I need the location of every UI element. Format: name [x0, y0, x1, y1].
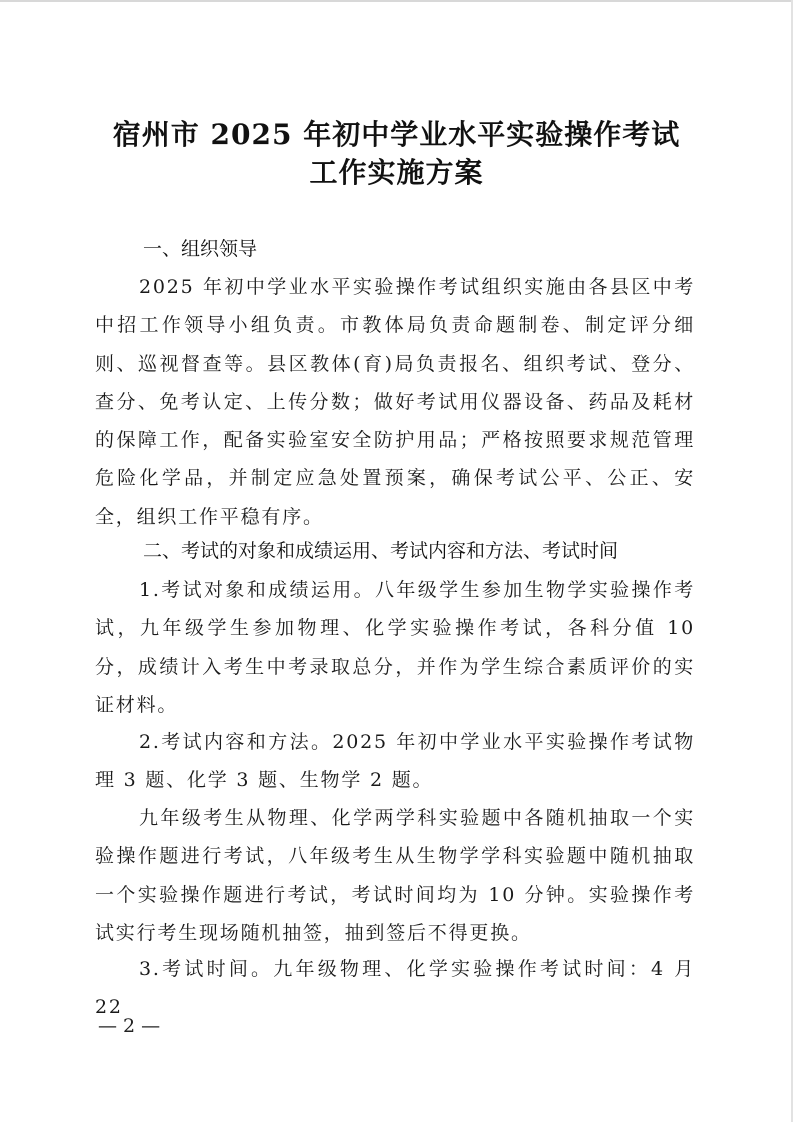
item2-detail-paragraph: 九年级考生从物理、化学两学科实验题中各随机抽取一个实验操作题进行考试，八年级考生从生物学学科实验题中随机抽取一个实验操作题进行考试，考试时间均为 10 分钟。实验操作考试实行考生现场随机抽签，抽到签后不得更换。 — [95, 807, 695, 944]
scan-edge-top — [0, 0, 793, 2]
document-title-line1: 宿州市 2025 年初中学业水平实验操作考试 — [112, 118, 681, 151]
item3-paragraph: 3.考试时间。九年级物理、化学实验操作考试时间：4 月 22 — [95, 958, 695, 1019]
section1-heading: 一、组织领导 — [143, 238, 258, 260]
item1-paragraph: 1.考试对象和成绩运用。八年级学生参加生物学实验操作考试，九年级学生参加物理、化学实验操作考试，各科分值 10 分，成绩计入考生中考录取总分，并作为学生综合素质评价的实证材料。 — [95, 579, 695, 716]
item2-paragraph: 2.考试内容和方法。2025 年初中学业水平实验操作考试物理 3 题、化学 3 题、生物学 2 题。 — [95, 731, 695, 792]
document-title-line2: 工作实施方案 — [309, 156, 484, 189]
page-number: — 2 — — [98, 1015, 161, 1037]
section2-heading: 二、考试的对象和成绩运用、考试内容和方法、考试时间 — [143, 540, 619, 562]
section1-paragraph: 2025 年初中学业水平实验操作考试组织实施由各县区中考中招工作领导小组负责。市教体局负责命题制卷、制定评分细则、巡视督查等。县区教体(育)局负责报名、组织考试、登分、查分、免考认定、上传分数；做好考试用仪器设备、药品及耗材的保障工作，配备实验室安全防护用品；严格按照要求规范管理危险化学品，并制定应急处置预案，确保考试公平、公正、安全，组织工作平稳有序。 — [95, 276, 695, 528]
